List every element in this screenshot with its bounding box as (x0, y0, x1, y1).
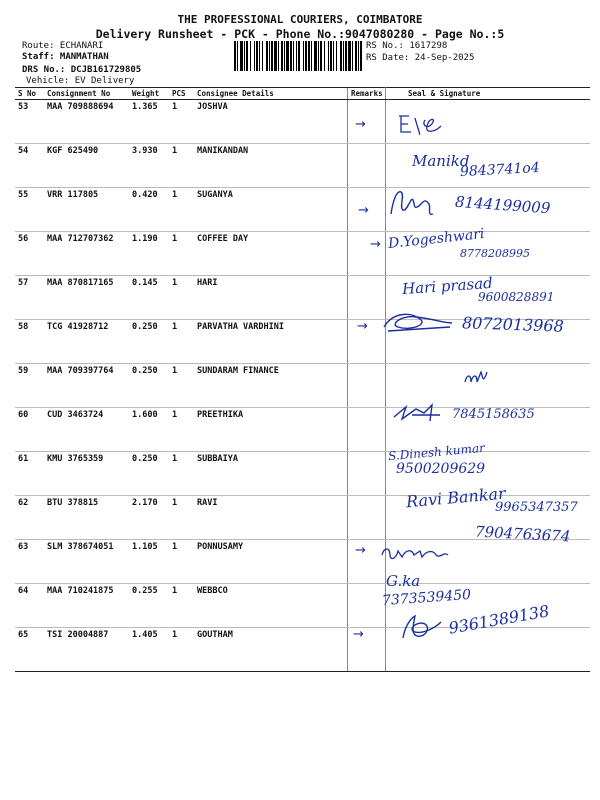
signature-64: G.ka (386, 572, 421, 590)
cell-pcs: 1 (169, 452, 194, 496)
runsheet-subtitle: Delivery Runsheet - PCK - Phone No.:9047080280 - Page No.:5 (95, 27, 505, 41)
cell-consignee: SUNDARAM FINANCE (194, 364, 348, 408)
col-consignee: Consignee Details (194, 88, 348, 100)
cell-consignee: MANIKANDAN (194, 144, 348, 188)
arrow-mark: → (353, 627, 364, 642)
cell-consignment: VRR 117805 (44, 188, 129, 232)
cell-sno: 53 (15, 100, 44, 144)
cell-weight: 0.250 (129, 364, 169, 408)
table-row (15, 364, 590, 408)
cell-consignment: CUD 3463724 (44, 408, 129, 452)
route-label: Route: ECHANARI (22, 41, 104, 51)
rs-date: RS Date: 24-Sep-2025 (366, 53, 475, 63)
staff-label: Staff: MANMATHAN (22, 52, 109, 62)
table-row (15, 540, 590, 584)
signature-scribble-60 (390, 399, 446, 425)
cell-weight: 1.190 (129, 232, 169, 276)
cell-weight: 0.255 (129, 584, 169, 628)
cell-weight: 1.600 (129, 408, 169, 452)
cell-sno: 59 (15, 364, 44, 408)
cell-sno: 58 (15, 320, 44, 364)
table-row (15, 100, 590, 144)
phone-65: 9361389138 (447, 601, 551, 638)
cell-weight: 0.250 (129, 320, 169, 364)
cell-pcs: 1 (169, 144, 194, 188)
cell-consignment: MAA 710241875 (44, 584, 129, 628)
col-weight: Weight (129, 88, 169, 100)
cell-weight: 3.930 (129, 144, 169, 188)
cell-consignment: MAA 870817165 (44, 276, 129, 320)
cell-sno: 62 (15, 496, 44, 540)
cell-consignee: PARVATHA VARDHINI (194, 320, 348, 364)
phone-55: 8144199009 (454, 192, 551, 218)
cell-consignee: COFFEE DAY (194, 232, 348, 276)
arrow-mark: → (357, 319, 368, 334)
cell-consignee: SUGANYA (194, 188, 348, 232)
arrow-mark: → (358, 203, 369, 218)
col-signature: Seal & Signature (386, 88, 591, 100)
cell-remarks (348, 364, 386, 408)
signature-scribble-63 (378, 543, 450, 563)
signature-56: D.Yogeshwari (387, 225, 486, 253)
rs-number: RS No.: 1617298 (366, 41, 448, 51)
cell-consignment: TCG 41928712 (44, 320, 129, 364)
cell-pcs: 1 (169, 364, 194, 408)
phone-57: 9600828891 (478, 290, 555, 304)
cell-sno: 64 (15, 584, 44, 628)
cell-remarks (348, 144, 386, 188)
signature-scribble-58 (380, 309, 456, 335)
cell-sno: 61 (15, 452, 44, 496)
signature-54: Manikd (412, 152, 470, 170)
cell-consignment: BTU 378815 (44, 496, 129, 540)
cell-sno: 60 (15, 408, 44, 452)
cell-weight: 1.105 (129, 540, 169, 584)
col-pcs: PCS (169, 88, 194, 100)
cell-consignee: WEBBCO (194, 584, 348, 628)
barcode (234, 41, 362, 71)
cell-weight: 0.250 (129, 452, 169, 496)
cell-consignment: MAA 709888694 (44, 100, 129, 144)
signature-scribble-59 (463, 368, 489, 386)
col-consignment: Consignment No (44, 88, 129, 100)
cell-pcs: 1 (169, 232, 194, 276)
cell-weight: 1.365 (129, 100, 169, 144)
signature-61: S.Dinesh kumar (387, 440, 486, 464)
cell-pcs: 1 (169, 496, 194, 540)
company-title: THE PROFESSIONAL COURIERS, COIMBATORE (177, 13, 423, 26)
vehicle-label: Vehicle: EV Delivery (26, 76, 135, 86)
cell-consignment: KMU 3765359 (44, 452, 129, 496)
arrow-mark: → (355, 117, 366, 132)
cell-weight: 2.170 (129, 496, 169, 540)
col-sno: S No (15, 88, 44, 100)
cell-weight: 0.145 (129, 276, 169, 320)
cell-consignee: RAVI (194, 496, 348, 540)
cell-sno: 54 (15, 144, 44, 188)
cell-pcs: 1 (169, 100, 194, 144)
cell-pcs: 1 (169, 628, 194, 672)
phone-58: 8072013968 (461, 313, 565, 336)
cell-pcs: 1 (169, 188, 194, 232)
phone-60: 7845158635 (452, 407, 535, 422)
cell-pcs: 1 (169, 276, 194, 320)
cell-sno: 55 (15, 188, 44, 232)
cell-pcs: 1 (169, 540, 194, 584)
cell-consignment: SLM 378674051 (44, 540, 129, 584)
cell-sno: 56 (15, 232, 44, 276)
col-remarks: Remarks (348, 88, 386, 100)
phone-56: 8778208995 (460, 247, 530, 260)
cell-remarks (348, 452, 386, 496)
cell-remarks (348, 100, 386, 144)
cell-consignment: TSI 20004887 (44, 628, 129, 672)
signature-62: Ravi Bankar (405, 483, 507, 512)
phone-54: 9843741o4 (459, 159, 541, 181)
cell-pcs: 1 (169, 408, 194, 452)
table-row (15, 628, 590, 672)
phone-62: 9965347357 (495, 500, 578, 515)
cell-consignment: KGF 625490 (44, 144, 129, 188)
signature-scribble-53 (395, 112, 445, 138)
phone-64: 7373539450 (381, 586, 472, 610)
arrow-mark: → (355, 543, 366, 558)
cell-weight: 0.420 (129, 188, 169, 232)
cell-consignee: JOSHVA (194, 100, 348, 144)
signature-scribble-65 (395, 612, 445, 642)
cell-remarks (348, 584, 386, 628)
cell-consignee: PONNUSAMY (194, 540, 348, 584)
signature-scribble-55 (383, 186, 443, 220)
cell-consignee: PREETHIKA (194, 408, 348, 452)
phone-61: 9500209629 (396, 461, 486, 477)
cell-remarks (348, 408, 386, 452)
cell-consignee: HARI (194, 276, 348, 320)
cell-weight: 1.405 (129, 628, 169, 672)
cell-sno: 57 (15, 276, 44, 320)
cell-sno: 65 (15, 628, 44, 672)
cell-consignee: SUBBAIYA (194, 452, 348, 496)
arrow-mark: → (370, 237, 381, 252)
cell-consignment: MAA 709397764 (44, 364, 129, 408)
cell-remarks (348, 496, 386, 540)
phone-63: 7904763674 (474, 522, 571, 546)
cell-sno: 63 (15, 540, 44, 584)
table-header-row (15, 88, 590, 100)
cell-consignee: GOUTHAM (194, 628, 348, 672)
signature-57: Hari prasad (401, 273, 494, 299)
cell-pcs: 1 (169, 584, 194, 628)
drs-number: DRS No.: DCJB161729805 (22, 65, 142, 75)
cell-pcs: 1 (169, 320, 194, 364)
cell-consignment: MAA 712707362 (44, 232, 129, 276)
